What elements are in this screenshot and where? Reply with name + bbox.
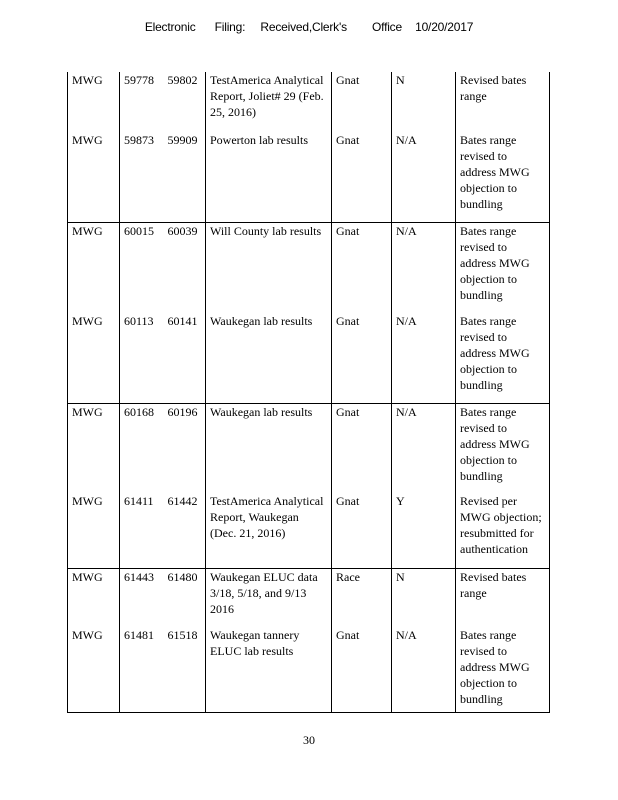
note-cell: [456, 132, 550, 222]
bates-begin-cell: 61481: [120, 627, 164, 712]
description-cell: [206, 627, 332, 712]
description-line: 25, 2016): [210, 105, 256, 119]
party-cell: MWG: [68, 72, 120, 132]
type-cell: Gnat: [332, 132, 392, 222]
page-number: 30: [303, 733, 315, 747]
table-row: [68, 313, 550, 403]
note-line: objection to: [460, 452, 517, 467]
note-cell: [456, 568, 550, 627]
bates-begin-cell: 60113: [124, 314, 154, 328]
table-row: [68, 627, 550, 712]
type-cell: Gnat: [332, 222, 392, 313]
description-cell: [206, 72, 332, 132]
description-cell: [206, 132, 332, 222]
description-line: Report, Waukegan: [210, 510, 299, 524]
type-cell: Gnat: [332, 403, 392, 493]
exhibit-table: [67, 72, 550, 713]
note-line: bundling: [460, 197, 503, 211]
description-line: (Dec. 21, 2016): [210, 526, 286, 540]
status-cell: N/A: [392, 132, 456, 222]
bates-end-cell: 60039: [164, 222, 206, 313]
note-line: objection to: [460, 181, 517, 195]
note-cell: [456, 72, 550, 132]
bates-begin-cell: 59778: [124, 73, 154, 87]
description-line: Report, Joliet# 29 (Feb.: [210, 89, 324, 103]
status-cell: N: [392, 72, 456, 132]
note-cell: [456, 313, 550, 403]
bates-end-cell: 60141: [164, 313, 206, 403]
note-line: Bates range: [460, 133, 517, 147]
description-line: TestAmerica Analytical: [210, 494, 324, 508]
bates-begin-cell: 59873: [124, 133, 154, 147]
note-line: revised to: [460, 420, 507, 435]
note-line: address MWG: [460, 255, 530, 270]
note-line: revised to: [460, 644, 507, 658]
note-line: objection to: [460, 676, 517, 690]
table-row: [68, 403, 550, 493]
note-line: Bates range: [460, 404, 517, 419]
bates-begin-cell: 60168: [120, 403, 164, 493]
description-line: TestAmerica Analytical: [210, 73, 324, 87]
status-cell: N: [392, 568, 456, 627]
description-line: 2016: [210, 601, 234, 616]
bates-end-cell: 59909: [164, 132, 206, 222]
description-line: 3/18, 5/18, and 9/13: [210, 585, 307, 600]
description-line: Waukegan lab results: [210, 314, 313, 328]
note-line: bundling: [460, 692, 503, 706]
bates-begin-cell: 61443: [120, 568, 164, 627]
note-line: revised to: [460, 330, 507, 344]
table-row: [68, 568, 550, 627]
bates-end-cell: 61480: [164, 568, 206, 627]
note-line: resubmitted for: [460, 526, 534, 540]
party-cell: MWG: [68, 493, 120, 568]
table-row: [68, 132, 550, 222]
bates-end-cell: 60196: [164, 403, 206, 493]
description-cell: [206, 568, 332, 627]
status-cell: Y: [392, 493, 456, 568]
note-line: objection to: [460, 271, 517, 286]
bates-begin-cell: 61411: [124, 494, 154, 508]
note-line: Bates range: [460, 628, 517, 642]
note-line: range: [460, 89, 487, 103]
note-line: revised to: [460, 149, 507, 163]
header-office: Office: [372, 20, 402, 34]
note-line: address MWG: [460, 436, 530, 451]
note-line: objection to: [460, 362, 517, 376]
exhibit-table-body: [68, 72, 550, 712]
description-line: Waukegan ELUC data: [210, 569, 318, 584]
bates-begin-cell: 60015: [120, 222, 164, 313]
note-line: Revised bates: [460, 569, 527, 584]
party-cell: MWG: [68, 132, 120, 222]
description-line: ELUC lab results: [210, 644, 294, 658]
note-line: Revised per: [460, 494, 517, 508]
bates-end-cell: 61518: [164, 627, 206, 712]
note-line: authentication: [460, 542, 528, 556]
party-cell: MWG: [68, 568, 120, 627]
description-cell: [206, 403, 332, 493]
description-line: Will County lab results: [210, 223, 322, 238]
description-cell: [206, 313, 332, 403]
party-cell: MWG: [68, 627, 120, 712]
type-cell: Gnat: [332, 72, 392, 132]
header-electronic: Electronic: [144, 20, 196, 34]
bates-end-cell: 61442: [164, 493, 206, 568]
table-row: [68, 493, 550, 568]
description-line: Powerton lab results: [210, 133, 308, 147]
party-cell: MWG: [68, 222, 120, 313]
note-line: Bates range: [460, 223, 517, 238]
bates-end-cell: 59802: [164, 72, 206, 132]
filing-stamp-header: [0, 20, 618, 34]
header-filing: Filing:: [214, 20, 246, 34]
note-line: address MWG: [460, 165, 530, 179]
type-cell: Gnat: [332, 627, 392, 712]
type-cell: Gnat: [332, 313, 392, 403]
note-cell: [456, 493, 550, 568]
description-line: Waukegan lab results: [210, 404, 313, 419]
note-cell: [456, 222, 550, 313]
type-cell: Gnat: [332, 493, 392, 568]
note-line: bundling: [460, 378, 503, 392]
note-line: Bates range: [460, 314, 517, 328]
status-cell: N/A: [392, 403, 456, 493]
description-cell: [206, 222, 332, 313]
table-row: [68, 222, 550, 313]
party-cell: MWG: [68, 313, 120, 403]
note-line: revised to: [460, 239, 507, 254]
note-line: MWG objection;: [460, 510, 542, 524]
status-cell: N/A: [392, 313, 456, 403]
note-line: bundling: [460, 468, 503, 483]
note-cell: [456, 627, 550, 712]
header-received: Received,Clerk's: [260, 20, 347, 34]
header-date: 10/20/2017: [415, 20, 474, 34]
type-cell: Race: [332, 568, 392, 627]
party-cell: MWG: [68, 403, 120, 493]
table-row: [68, 72, 550, 132]
note-line: bundling: [460, 287, 503, 302]
note-line: address MWG: [460, 346, 530, 360]
note-cell: [456, 403, 550, 493]
status-cell: N/A: [392, 627, 456, 712]
note-line: address MWG: [460, 660, 530, 674]
note-line: range: [460, 585, 487, 600]
status-cell: N/A: [392, 222, 456, 313]
note-line: Revised bates: [460, 73, 527, 87]
description-line: Waukegan tannery: [210, 628, 300, 642]
description-cell: [206, 493, 332, 568]
